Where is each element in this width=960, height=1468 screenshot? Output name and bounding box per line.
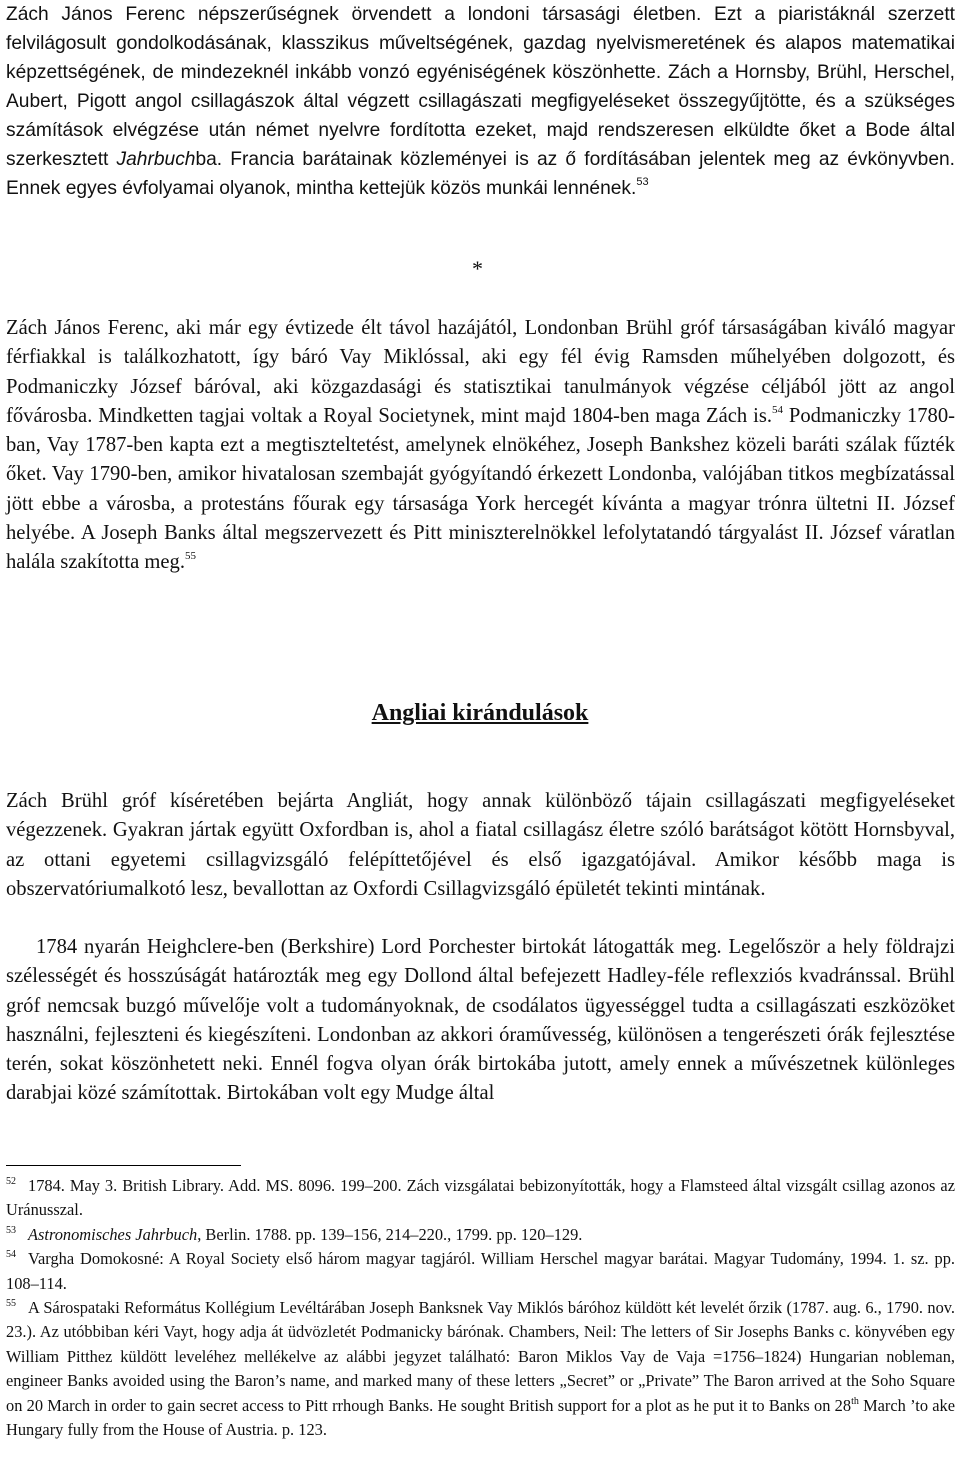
footnote-number: 53 bbox=[6, 1224, 16, 1236]
paragraph-zach-london-society bbox=[6, 0, 955, 203]
section-heading: Angliai kirándulások bbox=[371, 700, 589, 726]
footnotes-section bbox=[6, 1174, 955, 1442]
ordinal-suffix: th bbox=[851, 1395, 859, 1407]
footnote-ref[interactable]: 54 bbox=[771, 403, 783, 416]
paragraph-hungarian-nobles bbox=[6, 314, 955, 578]
footnote-52 bbox=[6, 1174, 955, 1223]
footnote-text: , Berlin. 1788. pp. 139–156, 214–220., 1799. pp. 120–129. bbox=[197, 1224, 583, 1244]
paragraph-text: ba. Francia barátainak közleményei is az ő fordításában jelentek meg az évkönyvben. Ennek egyes évfolyamai olyanok, mintha kettejük közös munkái lennének. bbox=[6, 149, 955, 199]
italic-title: Jahrbuch bbox=[116, 149, 196, 170]
paragraph-text: Zách János Ferenc népszerűségnek örvendett a londoni társasági életben. Ezt a piaristáknál szerzett felvilágosult gondolkodásának, klasszikus műveltségének, gazdag nyelvismeretének és alapos matematikai képzettségének, de mindezeknél inkább vonzó egyéniségének köszönhette. Zách a Hornsby, Brühl, Herschel, Aubert, Pigott angol csillagászok által végzett csillagászati megfigyeléseket összegyűjtötte, és a szükséges számítások elvégzése után német nyelvre fordította ezeket, majd rendszeresen elküldte őket a Bode által szerkesztett bbox=[6, 4, 955, 170]
paragraph-england-trips: Zách Brühl gróf kíséretében bejárta Angliát, hogy annak különböző tájain csillagászati megfigyeléseket végezzenek. Gyakran jártak együtt Oxfordban is, ahol a fiatal csillagász életre szóló barátságot kötött Hornsbyval, az ottani egyetemi csillagvizsgáló felépíttetőjével és első igazgatójával. Amikor később maga is obszervatóriumalkotó lesz, bevallottan az Oxfordi Csillagvizsgáló épületét tekinti mintának. bbox=[6, 790, 955, 900]
footnote-54 bbox=[6, 1247, 955, 1296]
footnote-53 bbox=[6, 1223, 955, 1247]
footnote-number: 54 bbox=[6, 1249, 16, 1261]
footnote-text: March ’to ake Hungary fully from the House of Austria. p. 123. bbox=[6, 1395, 955, 1440]
footnote-text: Vargha Domokosné: A Royal Society első három magyar tagjáról. William Herschel magyar barátai. Magyar Tudomány, 1994. 1. sz. pp. 108–114. bbox=[6, 1249, 955, 1293]
footnote-text: 1784. May 3. British Library. Add. MS. 8096. 199–200. Zách vizsgálatai bebizonyították, hogy a Flamsteed által vizsgált csillag azonos az Uránusszal. bbox=[6, 1176, 955, 1220]
footnote-divider bbox=[6, 1165, 241, 1166]
footnote-italic-title: Astronomisches Jahrbuch bbox=[28, 1224, 198, 1244]
section-separator: * bbox=[472, 256, 483, 281]
footnote-number: 52 bbox=[6, 1176, 16, 1187]
footnote-ref[interactable]: 55 bbox=[184, 550, 196, 563]
paragraph-heighclere-visit: 1784 nyarán Heighclere-ben (Berkshire) Lord Porchester birtokát látogatták meg. Legelőször a hely földrajzi szélességét és hosszúságát határozták meg egy Dollond által befejezett Hadley-féle reflexziós kvadránssal. Brühl gróf nemcsak buzgó művelője volt a tudományoknak, de csodálatos ügyességgel tudta a csillagászati eszközöket használni, fejleszteni és kiegészíteni. Londonban az akkori óraművesség, különösen a tengerészeti órák fejlesztése terén, sokat köszönhetett neki. Ennél fogva olyan órák birtokába jutott, amely ennek a művészetnek különleges darabjai közé számítottak. Birtokában volt egy Mudge által bbox=[6, 936, 955, 1105]
footnote-ref[interactable]: 53 bbox=[636, 176, 649, 188]
paragraph-text: Podmaniczky 1780-ban, Vay 1787-ben kapta ezt a megtiszteltetést, amelynek elnökéhez, Joseph Bankshez közeli baráti szálak fűzték őket. Vay 1790-ben, amikor hivatalosan szembaját gyógyítandó érkezett Londonba, valójában titkos megbízatással jött ebbe a városba, a protestáns főurak egy társasága York hercegét kívánta a magyar trónra ültetni II. József helyébe. A Joseph Banks által megszervezett és Pitt miniszterelnökkel lefolytatandó tárgyalást II. József váratlan halála szakította meg. bbox=[6, 404, 955, 574]
footnote-number: 55 bbox=[6, 1298, 16, 1310]
footnote-55 bbox=[6, 1296, 955, 1442]
paragraph-text: Zách János Ferenc, aki már egy évtizede élt távol hazájától, Londonban Brühl gróf társaságában kiváló magyar férfiakkal is találkozhatott, így báró Vay Miklóssal, aki egy fél évig Ramsden műhelyében dolgozott, és Podmaniczky József báróval, aki közgazdasági és statisztikai tanulmányok végzése céljából jött az angol fővárosba. Mindketten tagjai voltak a Royal Societynek, mint majd 1804-ben maga Zách is. bbox=[6, 317, 955, 427]
footnote-text: A Sárospataki Református Kollégium Levéltárában Joseph Banksnek Vay Miklós báróhoz küldött két levelét őrzik (1787. aug. 6., 1790. nov. 23.). Az utóbbiban kéri Vayt, hogy adja át üdvözletét Podmanicky bárónak. Chambers, Neil: The letters of Sir Josephs Banks c. könyvében egy William Pitthez küldött leveléhez mellékelve az alábbi jegyzet található: Baron Miklos Vay de Vaja =1756–1824) Hungarian nobleman, engineer Banks avoided using the Baron’s name, and marked many of these letters „Secret” or „Private” The Baron arrived at the Soho Square on 20 March in order to gain secret access to Pitt rrhough Banks. He sought British support for a plot as he put it to Banks on 28 bbox=[6, 1298, 955, 1415]
